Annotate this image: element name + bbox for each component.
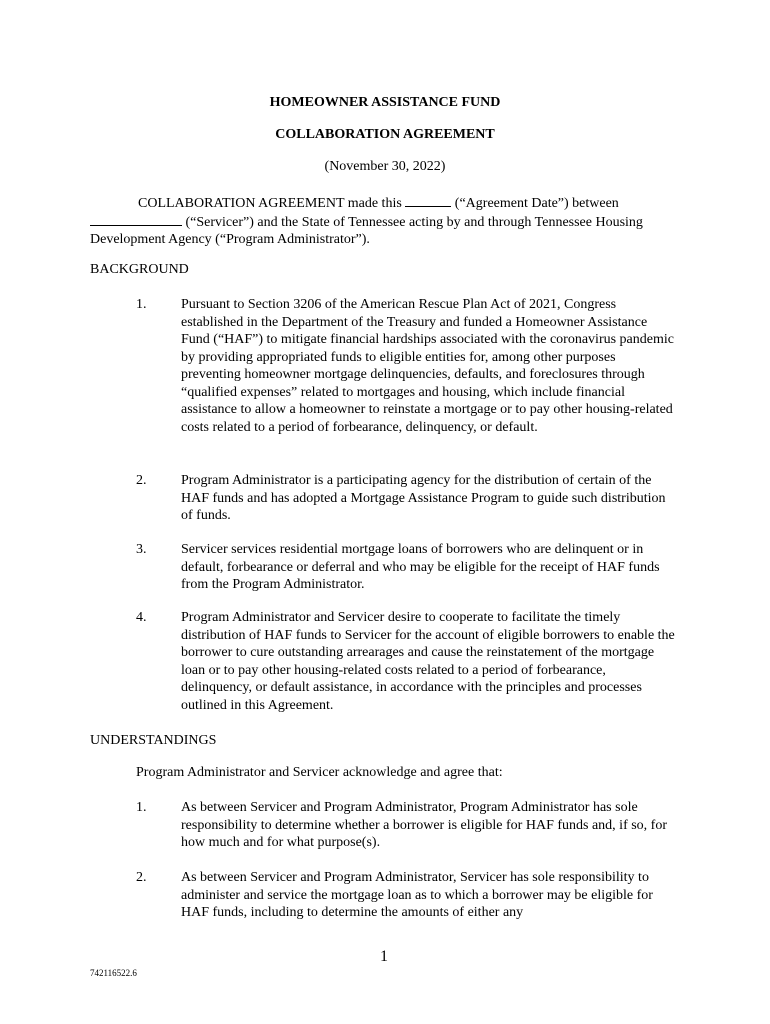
item-text: Servicer services residential mortgage loans of borrowers who are delinquent or in default, forbearance or deferral and who may be eligible for the receipt of HAF funds from the Program Administrator. [181,542,660,592]
intro-part-2: (“Agreement Date”) between [454,196,619,211]
item-number: 4. [136,610,147,625]
item-number: 2. [136,473,147,488]
item-number: 2. [136,870,147,885]
agreement-date: (November 30, 2022) [324,159,446,174]
page-number: 1 [380,948,388,965]
item-number: 3. [136,542,147,557]
item-number: 1. [136,297,147,312]
item-text: As between Servicer and Program Administrator, Servicer has sole responsibility to administer and service the mortgage loan as to which a borrower may be eligible for HAF funds, including to determine the amounts of either any [181,870,653,920]
item-text: As between Servicer and Program Administrator, Program Administrator has sole responsibility to determine whether a borrower is eligible for HAF funds and, if so, for how much and for what purpose(s). [181,800,668,850]
title-line-1: HOMEOWNER ASSISTANCE FUND [269,95,501,110]
agreement-date-blank [405,194,451,207]
servicer-name-blank [90,213,182,226]
item-text: Program Administrator is a participating agency for the distribution of certain of the HAF funds and has adopted a Mortgage Assistance Program to guide such distribution of funds. [181,473,666,523]
item-text: Program Administrator and Servicer desire to cooperate to facilitate the timely distribution of HAF funds to Servicer for the account of eligible borrowers to enable the borrower to cure outstanding arrearages and cause the reinstatement of the mortgage loan or to pay other housing-related costs related to a period of forbearance, delinquency, or default assistance, in accordance with the principles and processes outlined in this Agreement. [181,610,675,713]
title-line-2: COLLABORATION AGREEMENT [275,127,495,142]
background-heading: BACKGROUND [90,262,189,277]
document-id: 742116522.6 [90,968,137,978]
intro-part-3: (“Servicer”) and the State of Tennessee acting by and through Tennessee Housing Development Agency (“Program Administrator”). [90,214,643,247]
intro-part-1: COLLABORATION AGREEMENT made this [138,196,402,211]
acknowledge-sentence: Program Administrator and Servicer acknowledge and agree that: [136,765,503,780]
item-number: 1. [136,800,147,815]
item-text: Pursuant to Section 3206 of the American Rescue Plan Act of 2021, Congress established in the Department of the Treasury and funded a Homeowner Assistance Fund (“HAF”) to mitigate financial hardships associated with the coronavirus pandemic by providing appropriated funds to eligible entities for, among other purposes preventing homeowner mortgage delinquencies, defaults, and foreclosures through “qualified expenses” related to mortgages and housing, which include financial assistance to allow a homeowner to reinstate a mortgage or to pay other housing-related costs related to a period of forbearance, delinquency, or default. [181,297,674,435]
intro-paragraph [90,194,680,249]
understandings-heading: UNDERSTANDINGS [90,733,217,748]
